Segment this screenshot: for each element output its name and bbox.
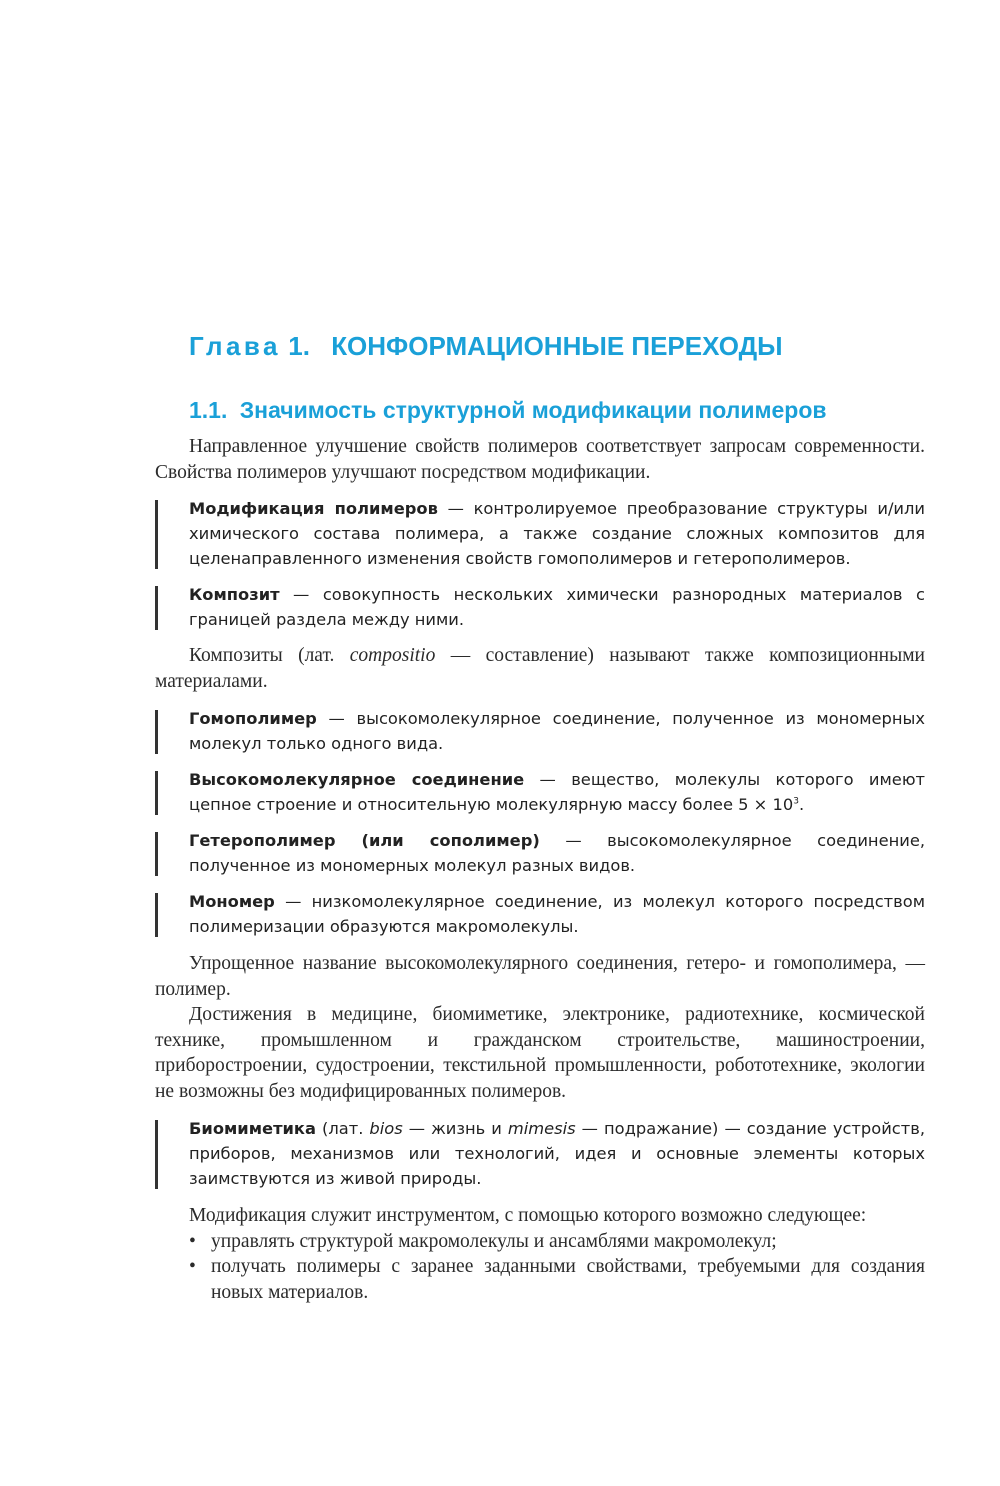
definition-text: — высокомолекулярное соединение, полученное из мономерных молекул только одного вида. xyxy=(189,709,925,753)
chapter-label: Глава xyxy=(189,331,282,361)
chapter-title: КОНФОРМАЦИОННЫЕ ПЕРЕХОДЫ xyxy=(331,331,783,361)
paragraph-simplified-name: Упрощенное название высокомолекулярного соединения, гетеро- и гомополимера, — полимер. xyxy=(155,953,925,1000)
bullet-icon: • xyxy=(189,1256,196,1277)
paragraph-text: Композиты (лат. xyxy=(189,645,350,666)
definition-term: Гомополимер xyxy=(189,709,317,728)
definition-text: — совокупность нескольких химически разнородных материалов с границей раздела между ними. xyxy=(189,585,925,629)
definition-end: . xyxy=(798,795,805,814)
list-item xyxy=(155,1229,925,1255)
definition-high-molecular-compound xyxy=(155,767,925,817)
section-title: Значимость структурной модификации полимеров xyxy=(239,397,827,423)
paragraph-intro: Направленное улучшение свойств полимеров соответствует запросам современности. Свойства полимеров улучшают посредством модификации. xyxy=(155,436,925,483)
definition-text: — низкомолекулярное соединение, из молекул которого посредством полимеризации образуются макромолекулы. xyxy=(189,892,925,936)
definition-marker xyxy=(155,832,158,876)
paragraph-modification-tool: Модификация служит инструментом, с помощью которого возможно следующее: xyxy=(189,1205,867,1226)
section-number: 1.1. xyxy=(189,397,228,423)
definition-composite xyxy=(155,582,925,632)
latin-term: mimesis xyxy=(507,1119,576,1138)
section-heading xyxy=(189,395,929,425)
superscript-exponent: 3 xyxy=(793,796,799,807)
definition-monomer xyxy=(155,889,925,939)
definition-marker xyxy=(155,893,158,937)
list-item-text: управлять структурой макромолекулы и ансамблями макромолекул; xyxy=(211,1230,777,1252)
definition-text: — жизнь и xyxy=(402,1119,508,1138)
chapter-number: 1. xyxy=(288,331,310,361)
bullet-icon: • xyxy=(189,1230,196,1252)
paragraph-text: — составление) называют также композиционными материалами. xyxy=(155,645,925,692)
chapter-heading xyxy=(189,330,929,362)
latin-term: compositio xyxy=(349,645,436,666)
definition-marker xyxy=(155,500,158,569)
list-item-text: получать полимеры с заранее заданными свойствами, требуемыми для создания новых материалов. xyxy=(211,1256,925,1303)
definition-heteropolymer xyxy=(155,828,925,878)
definition-term: Высокомолекулярное соединение xyxy=(189,770,525,789)
definition-modification xyxy=(155,496,925,571)
definition-term: Биомиметика xyxy=(189,1119,316,1138)
definition-homopolymer xyxy=(155,706,925,756)
definition-marker xyxy=(155,771,158,815)
paragraph-composites xyxy=(155,643,925,694)
definition-marker xyxy=(155,710,158,754)
definition-term: Модификация полимеров xyxy=(189,499,438,518)
list-item xyxy=(155,1254,925,1305)
definition-term: Мономер xyxy=(189,892,275,911)
definition-marker xyxy=(155,586,158,630)
definition-text: — контролируемое преобразование структуры и/или химического состава полимера, а также создание сложных композитов для целенаправленного изменения свойств гомополимеров и гетерополимеров. xyxy=(189,499,926,568)
bullet-list xyxy=(155,1229,925,1306)
page-body xyxy=(155,434,925,1305)
definition-term: Гетерополимер (или сополимер) xyxy=(189,831,540,850)
paragraph-achievements: Достижения в медицине, биомиметике, электронике, радиотехнике, космической технике, промышленном и гражданском строительстве, машиностроении, приборостроении, судостроении, текстильной промышленности, робототехнике, экологии не возможны без модифицированных полимеров. xyxy=(155,1004,925,1102)
definition-text: — высокомолекулярное соединение, полученное из мономерных молекул разных видов. xyxy=(189,831,926,875)
definition-marker xyxy=(155,1120,158,1189)
definition-text: — вещество, молекулы которого имеют цепное строение и относительную молекулярную массу более 5 × 10 xyxy=(189,770,926,814)
definition-text: — подражание) — создание устройств, приборов, механизмов или технологий, идея и основные элементы которых заимствуются из живой природы. xyxy=(189,1119,925,1188)
latin-term: bios xyxy=(369,1119,403,1138)
definition-biomimetics xyxy=(155,1116,925,1191)
definition-term: Композит xyxy=(189,585,280,604)
definition-text: (лат. xyxy=(315,1119,370,1138)
